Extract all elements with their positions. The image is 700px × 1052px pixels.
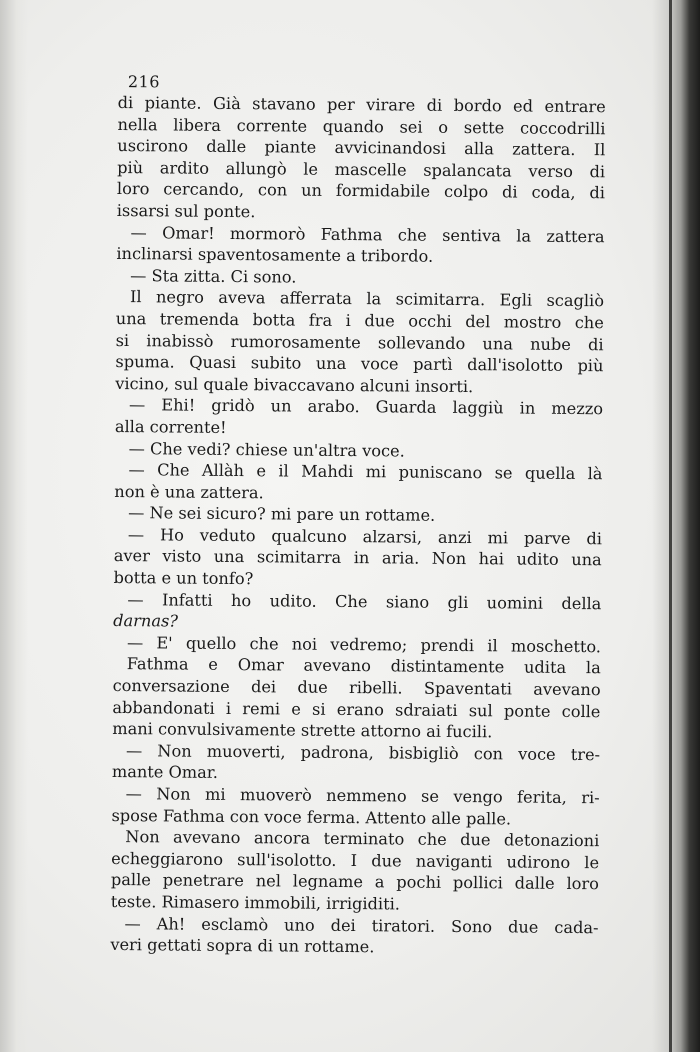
text-line: mani convulsivamente strette attorno ai fucili. [112, 719, 493, 742]
text-line: aver visto una scimitarra in aria. Non hai udito una [113, 546, 602, 570]
text-line: darnas? [113, 611, 179, 631]
text-line: Fathma e Omar avevano distintamente udita la [126, 654, 601, 678]
text-line: — E' quello che noi vedremo; prendi il moschetto. [126, 632, 602, 657]
text-line: teste. Rimasero immobili, irrigiditi. [110, 891, 401, 914]
text-line: issarsi sul ponte. [116, 200, 256, 222]
text-line: — Che Allàh e il Mahdi mi puniscano se quella là [128, 460, 603, 484]
text-line: nella libera corrente quando sei o sette coccodrilli [117, 114, 606, 138]
text-line: — Infatti ho udito. Che siano gli uomini della [127, 589, 602, 613]
text-line: spuma. Quasi subito una voce partì dall'isolotto più [115, 352, 604, 376]
text-line: vicino, sul quale bivaccavano alcuni insorti. [115, 373, 474, 396]
text-line: loro cercando, con un formidabile colpo di coda, di [116, 179, 606, 203]
book-spine-line [669, 0, 672, 1052]
text-line: si inabissò rumorosamente sollevando una nube di [115, 330, 604, 354]
text-line: inclinarsi spaventosamente a tribordo. [116, 244, 434, 266]
text-line: spose Fathma con voce ferma. Attento alle palle. [111, 805, 512, 829]
page-left-shadow [0, 0, 28, 1052]
text-line: — Non mi muoverò nemmeno se vengo ferita, ri- [125, 784, 600, 808]
text-line: — Ehi! gridò un arabo. Guarda laggiù in mezzo [129, 395, 604, 419]
text-line: non è una zattera. [114, 481, 264, 502]
page-number: 216 [127, 72, 161, 92]
text-line: Il negro aveva afferrata la scimitarra. Egli scagliò [129, 287, 605, 311]
page-text-block [110, 72, 606, 960]
text-line: — Omar! mormorò Fathma che sentiva la zattera [130, 222, 605, 246]
text-line: echeggiarono sull'isolotto. I due naviganti udirono le [111, 848, 600, 873]
text-line: veri gettati sopra di un rottame. [110, 935, 375, 957]
text-line: più ardito allungò le mascelle spalancata verso di [117, 157, 606, 182]
text-line: abbandonati i remi e si erano sdraiati sul ponte colle [112, 697, 601, 721]
text-line: — Ah! esclamò uno dei tiratori. Sono due cada- [124, 913, 599, 937]
text-line: palle penetrare nel legname a pochi pollici dalle loro [110, 870, 600, 894]
text-line: mante Omar. [111, 762, 219, 783]
text-line: alla corrente! [114, 416, 227, 437]
book-binding-edge [652, 0, 700, 1052]
text-lines [110, 92, 606, 960]
text-line: di piante. Già stavano per virare di bordo ed entrare [117, 92, 606, 117]
text-line: — Sta zitta. Ci sono. [130, 265, 297, 287]
text-line: — Ne sei sicuro? mi pare un rottame. [128, 503, 436, 526]
text-line: una tremenda botta fra i due occhi del mostro che [115, 308, 604, 333]
text-line: Non avevano ancora terminato che due detonazioni [125, 827, 600, 851]
text-line: conversazione dei due ribelli. Spaventati avevano [112, 676, 601, 700]
text-line: — Non muoverti, padrona, bisbigliò con voce tre- [125, 740, 601, 765]
text-line: botta e un tonfo? [113, 568, 254, 589]
text-line: uscirono dalle piante avvicinandosi alla zattera. Il [117, 136, 606, 160]
text-line: — Ho veduto qualcuno alzarsi, anzi mi parve di [127, 524, 603, 549]
text-line: — Che vedi? chiese un'altra voce. [128, 438, 405, 461]
